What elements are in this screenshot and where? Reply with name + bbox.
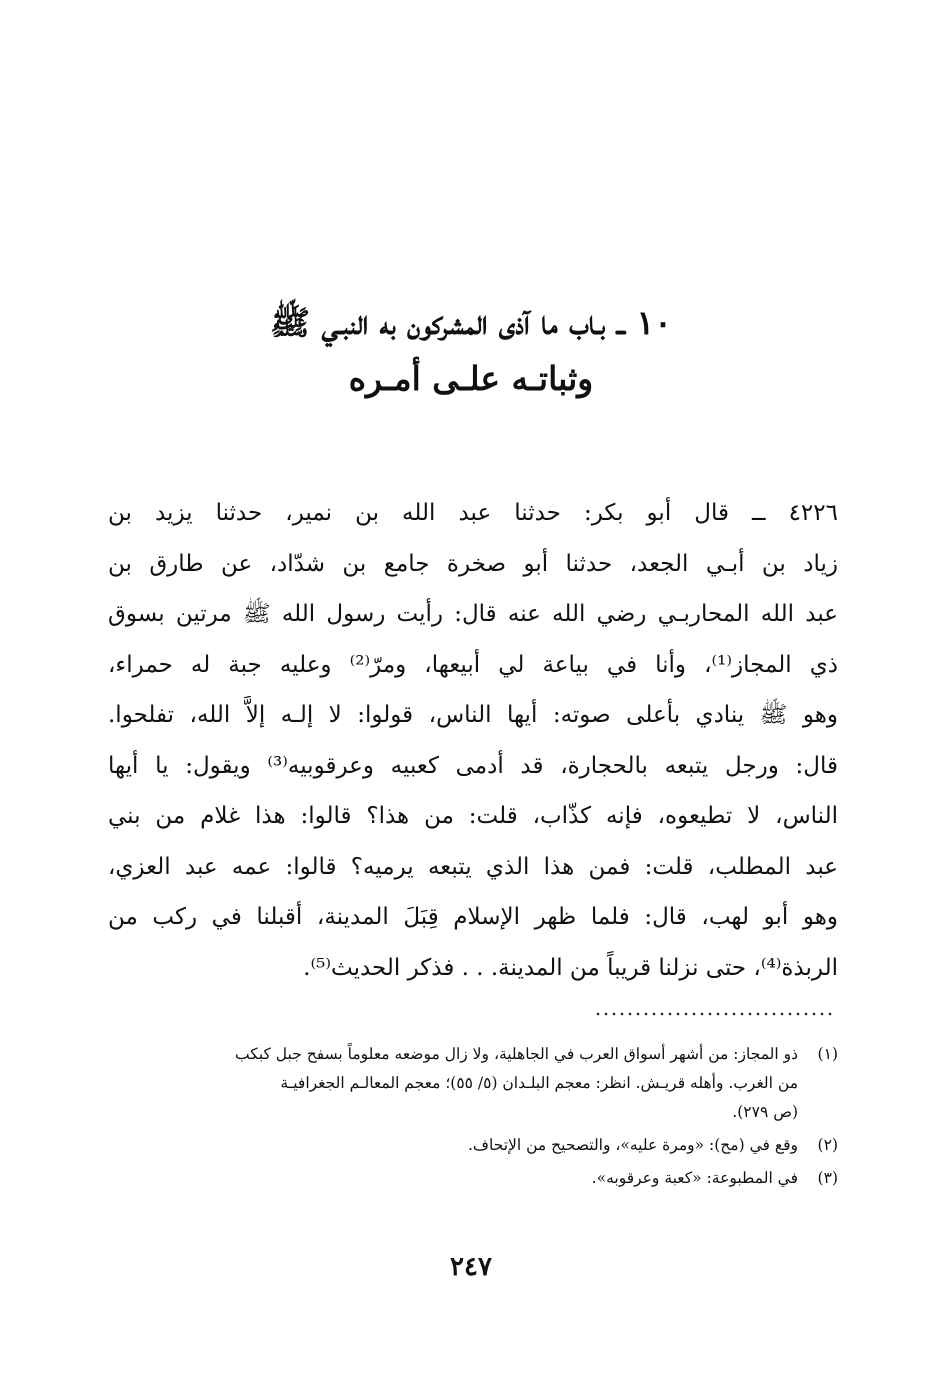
hadith-line: ذي المجاز⁽¹⁾، وأنا في بياعة لي أبيعها، ومرّ⁽²⁾ وعليه جبة له حمراء، — [108, 651, 838, 678]
footnote-line: في المطبوعة: «كعبة وعرقوبه». — [591, 1169, 798, 1187]
hadith-line: وهو أبو لهب، قال: فلما ظهر الإسلام قِبَلَ المدينة، أقبلنا في ركب من — [108, 904, 838, 930]
footnote-text — [108, 1164, 798, 1193]
hadith-line: عبد المطلب، قلت: فمن هذا الذي يتبعه يرميه؟ قالوا: عمه عبد العزي، — [108, 853, 838, 880]
footnote-line: (ص ٢٧٩). — [732, 1103, 798, 1121]
footnote-number: (٢) — [817, 1136, 838, 1154]
footnote-text — [108, 1040, 798, 1127]
footnote-1 — [108, 1040, 838, 1127]
footnote-line: من الغرب. وأهله قريـش. انظر: معجم البلـدان (٥/ ٥٥)؛ معجم المعالـم الجغرافيـة — [280, 1074, 798, 1092]
hadith-line: الناس، لا تطيعوه، فإنه كذّاب، قلت: من هذا؟ قالوا: هذا غلام من بني — [108, 803, 838, 829]
footnote-number: (٣) — [817, 1169, 838, 1187]
footnote-line: وقع في (مح): «ومرة عليه»، والتصحيح من الإتحاف. — [468, 1136, 798, 1154]
footnotes — [108, 1040, 838, 1197]
footnote-separator — [594, 1012, 834, 1016]
page-number: ٢٤٧ — [450, 1252, 492, 1282]
footnote-line: ذو المجاز: من أشهر أسواق العرب في الجاهلية، ولا زال موضعه معلوماً بسفح جبل كبكب — [235, 1045, 798, 1063]
chapter-title-line-2: وثباتـه علـى أمـره — [348, 359, 594, 398]
hadith-line: قال: ورجل يتبعه بالحجارة، قد أدمى كعبيه وعرقوبيه⁽³⁾ ويقول: يا أيها — [108, 752, 838, 779]
hadith-line: وهو ﷺ ينادي بأعلى صوته: أيها الناس، قولوا: لا إلـه إلاَّ الله، تفلحوا. — [108, 702, 838, 728]
footnote-2 — [108, 1131, 838, 1160]
chapter-title-line-1: ١٠ ــ بـاب ما آذى المشركون به النبـي ﷺ — [270, 303, 672, 342]
hadith-line: زياد بن أبـي الجعد، حدثنا أبو صخرة جامع بن شدّاد، عن طارق بن — [108, 550, 838, 577]
hadith-line: الربذة⁽⁴⁾، حتى نزلنا قريباً من المدينة. . . فذكر الحديث⁽⁵⁾. — [303, 954, 838, 981]
chapter-title — [120, 295, 822, 407]
hadith-line: عبد الله المحاربـي رضي الله عنه قال: رأيت رسول الله ﷺ مرتين بسوق — [108, 601, 838, 627]
hadith-line: ٤٢٢٦ ــ قال أبو بكر: حدثنا عبد الله بن نمير، حدثنا يزيد بن — [108, 500, 838, 526]
footnote-number: (١) — [817, 1045, 838, 1063]
hadith-text — [108, 488, 838, 993]
footnote-3 — [108, 1164, 838, 1193]
footnote-text — [108, 1131, 798, 1160]
